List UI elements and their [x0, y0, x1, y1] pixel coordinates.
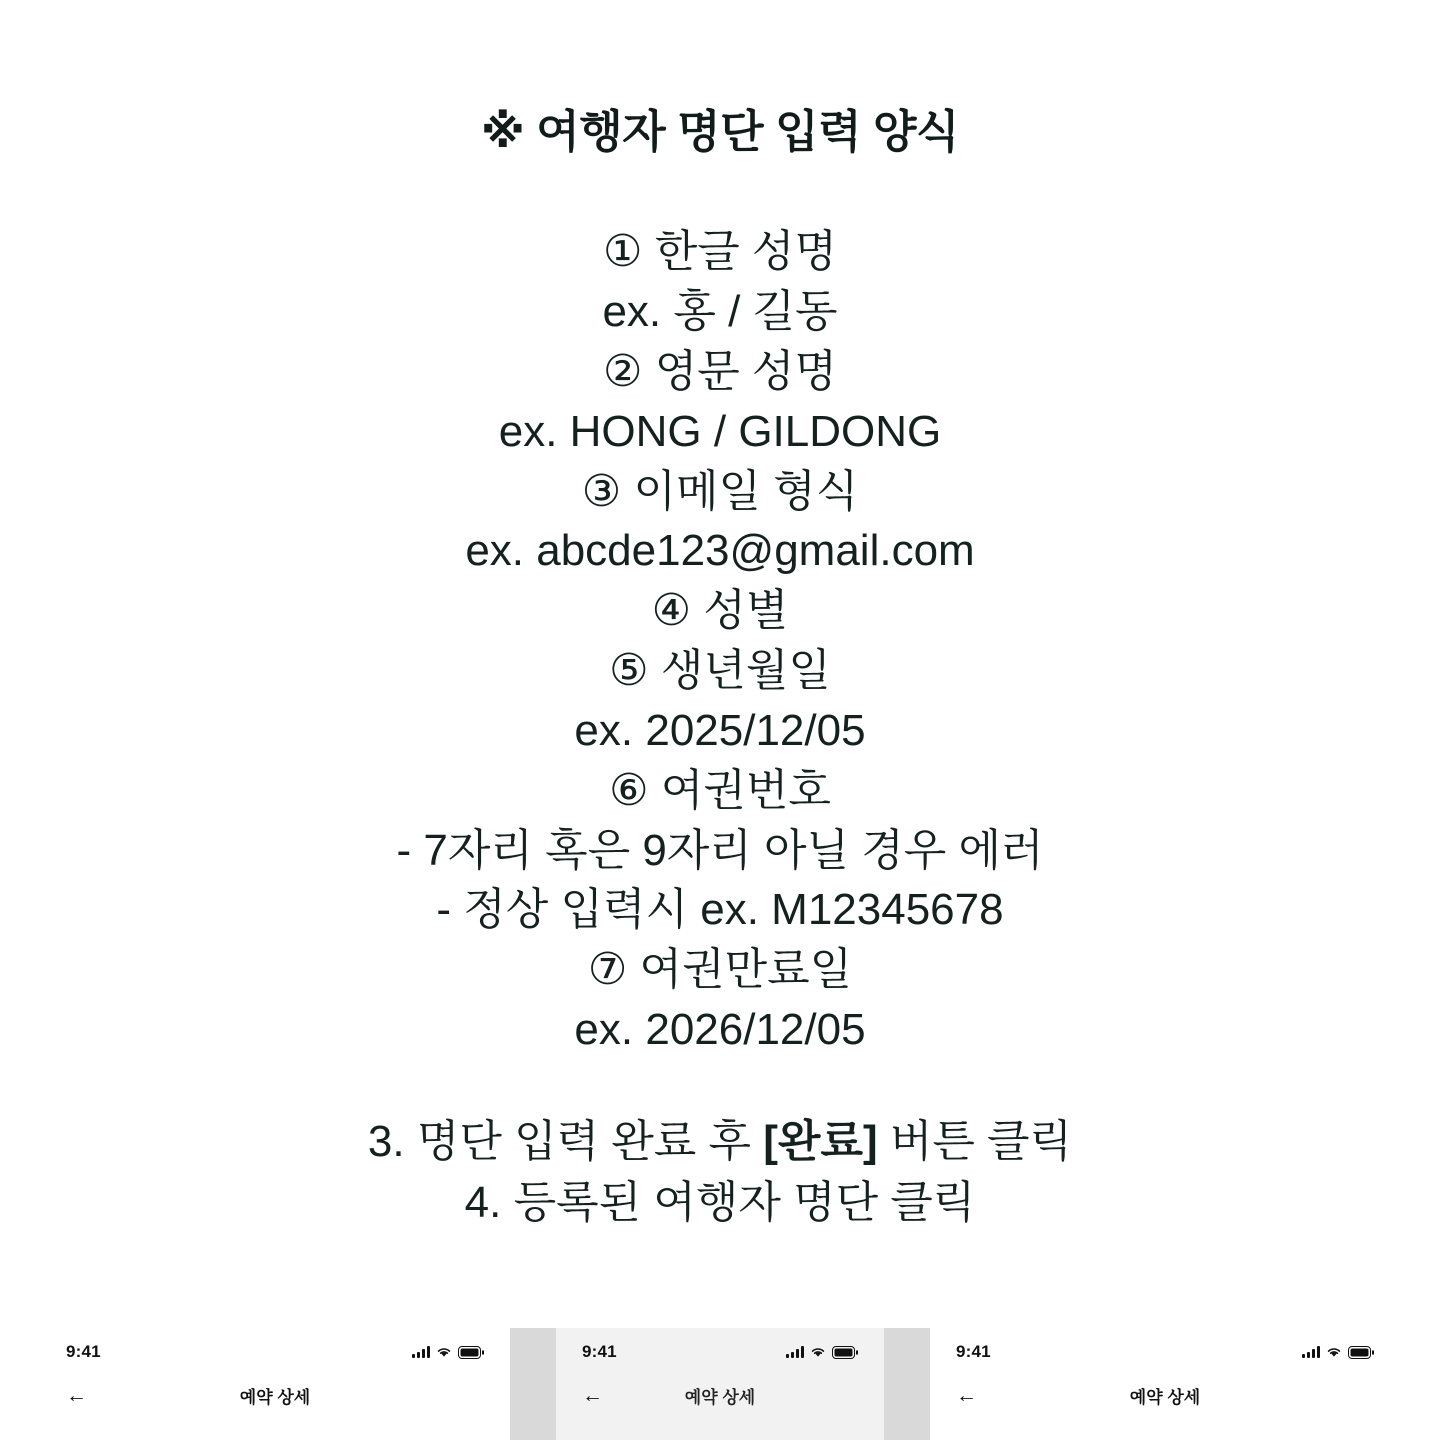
- format-line: ex. 2026/12/05: [574, 1005, 866, 1055]
- battery-icon: [832, 1346, 858, 1359]
- format-line: ex. 2025/12/05: [574, 705, 866, 755]
- title-spacer: [0, 160, 1440, 222]
- step-prefix: 4. 등록된 여행자 명단 클릭: [464, 1177, 976, 1227]
- format-line: ⑥ 여권번호: [609, 765, 831, 815]
- back-arrow-icon[interactable]: ←: [956, 1383, 977, 1407]
- cellular-signal-icon: [412, 1346, 430, 1358]
- step-emphasis: [완료]: [763, 1116, 878, 1166]
- step-item: [0, 1112, 1440, 1173]
- battery-icon: [1348, 1346, 1374, 1359]
- status-time: 9:41: [956, 1342, 991, 1361]
- battery-icon: [458, 1346, 484, 1359]
- step-prefix: 3. 명단 입력 완료 후: [367, 1116, 764, 1166]
- step-item: [0, 1173, 1440, 1234]
- format-line: ⑤ 생년월일: [609, 646, 831, 696]
- format-line: - 7자리 혹은 9자리 아닐 경우 에러: [396, 825, 1044, 875]
- nav-title: 예약 상세: [684, 1387, 756, 1407]
- nav-bar: [956, 1368, 1374, 1412]
- status-time: 9:41: [582, 1342, 617, 1361]
- status-time: 9:41: [66, 1342, 101, 1361]
- status-bar: [582, 1328, 858, 1368]
- format-line: ② 영문 성명: [603, 346, 837, 396]
- phone-inner: [40, 1328, 510, 1440]
- cellular-signal-icon: [1302, 1346, 1320, 1358]
- status-icons: [412, 1346, 484, 1359]
- status-icons: [1302, 1346, 1374, 1359]
- status-icons: [786, 1346, 858, 1359]
- format-line: ③ 이메일 형식: [581, 466, 859, 516]
- wifi-icon: [1326, 1346, 1342, 1358]
- step-list: [0, 1112, 1440, 1233]
- nav-title: 예약 상세: [239, 1387, 311, 1407]
- format-line: ex. HONG / GILDONG: [498, 406, 942, 456]
- format-line-list: [0, 222, 1440, 1060]
- phone-screenshot-middle: [510, 1328, 930, 1440]
- status-bar: [956, 1328, 1374, 1368]
- phone-inner: [556, 1328, 884, 1440]
- cellular-signal-icon: [786, 1346, 804, 1358]
- step-suffix: 버튼 클릭: [877, 1116, 1073, 1166]
- phone-screenshot-right: [930, 1328, 1400, 1440]
- page-title: ※ 여행자 명단 입력 양식: [481, 106, 959, 157]
- wifi-icon: [810, 1346, 826, 1358]
- format-line: ⑦ 여권만료일: [587, 945, 853, 995]
- status-bar: [66, 1328, 484, 1368]
- format-line: ex. 홍 / 길동: [602, 287, 838, 337]
- format-line: ex. abcde123@gmail.com: [465, 526, 975, 576]
- back-arrow-icon[interactable]: ←: [582, 1383, 603, 1407]
- format-line: ① 한글 성명: [603, 227, 837, 277]
- phone-screenshot-strip: [0, 1328, 1440, 1440]
- format-line: ④ 성별: [651, 586, 789, 636]
- phone-screenshot-left: [40, 1328, 510, 1440]
- nav-title: 예약 상세: [1129, 1387, 1201, 1407]
- format-line: - 정상 입력시 ex. M12345678: [436, 885, 1004, 935]
- wifi-icon: [436, 1346, 452, 1358]
- phone-inner: [930, 1328, 1400, 1440]
- nav-bar: [582, 1368, 858, 1412]
- steps-spacer: [0, 1060, 1440, 1112]
- back-arrow-icon[interactable]: ←: [66, 1383, 87, 1407]
- nav-bar: [66, 1368, 484, 1412]
